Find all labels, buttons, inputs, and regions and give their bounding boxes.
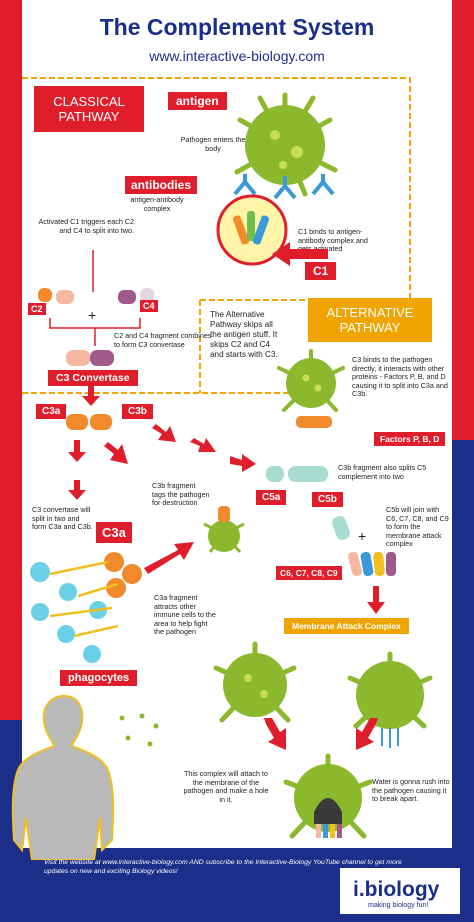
- c3-convertase-shape: [66, 348, 116, 368]
- mac-arrows: [258, 716, 388, 756]
- alternative-skip-note: The Alternative Pathway skips all the antigen stuff. It skips C2 and C4 and starts with C3.: [210, 310, 278, 359]
- c3-binds-note: C3 binds to the pathogen directly, it interacts with other proteins - Factors P, B, and D causing it to split into C3a and C3b.: [352, 355, 448, 399]
- pathogen-enters-note: Pathogen enters the body: [180, 135, 246, 153]
- alternative-pathway-label: ALTERNATIVE PATHWAY: [308, 298, 432, 342]
- c5-shape: [266, 462, 336, 486]
- footer-text: Visit the website at www.interactive-biology.com AND subscribe to the Interactive-Biology YouTube channel to get more updates on new and exciting Biology videos!: [44, 859, 402, 875]
- site-url: www.interactive-biology.com: [149, 48, 325, 64]
- c3-split-note: C3 convertase will split in two and form C3a and C3b.: [32, 505, 93, 532]
- brand-tagline: making biology fun!: [368, 902, 429, 909]
- c3-convertase-label: C3 Convertase: [48, 370, 138, 386]
- c3b-tags-note: C3b fragment tags the pathogen for destruction: [152, 481, 210, 508]
- c6-c9-shapes: [348, 548, 398, 588]
- c2-c4-combine-note: C2 and C4 fragment combines to form C3 convertase: [114, 331, 212, 349]
- c1-triggers-note: Activated C1 triggers each C2 and C4 to split into two.: [38, 217, 134, 235]
- antibodies-label: antibodies: [125, 176, 197, 194]
- down-arrow: [366, 586, 386, 616]
- classical-pathway-label: CLASSICAL PATHWAY: [34, 86, 144, 132]
- water-note: Water is gonna rush into the pathogen causing it to break apart.: [372, 777, 450, 804]
- c1-label: C1: [305, 262, 336, 280]
- brand-logo: i.biology: [353, 878, 440, 901]
- c3b-label: C3b: [122, 404, 153, 419]
- phagocytes-label: phagocytes: [60, 670, 137, 686]
- mac-label: Membrane Attack Complex: [284, 618, 409, 634]
- c3a-arrow: [140, 538, 200, 578]
- factors-label: Factors P, B, D: [374, 432, 445, 446]
- mac-pathogen-bottom: [280, 752, 376, 848]
- c3a-big-label: C3a: [96, 522, 132, 543]
- complex-attach-note: This complex will attach to the membrane of the pathogen and make a hole in it.: [183, 769, 269, 804]
- human-silhouette: [2, 690, 132, 860]
- page-title: The Complement System: [99, 14, 375, 40]
- plus-sign: +: [88, 307, 97, 323]
- c3-alt-shape: [296, 414, 336, 430]
- c3b-c5-note: C3b fragment also splits C5 complement into two: [338, 463, 427, 481]
- tagged-pathogen-icon: [200, 500, 248, 556]
- antigen-label: antigen: [168, 92, 227, 110]
- c5b-label: C5b: [312, 492, 343, 507]
- phagocyte-icons: [22, 556, 122, 666]
- c6-c9-label: C6, C7, C8, C9: [276, 566, 342, 580]
- c3a-label: C3a: [36, 404, 66, 419]
- c1-binds-note: C1 binds to antigen-antibody complex and gets activated: [298, 227, 368, 254]
- alt-pathogen-icon: [276, 348, 346, 418]
- c4-label: C4: [140, 300, 158, 312]
- plus-sign-2: +: [358, 528, 367, 544]
- c2-label: C2: [28, 303, 46, 315]
- c5b-join-note: C5b will join with C6, C7, C8, and C9 to form the membrane attack complex: [386, 505, 449, 549]
- c3a-attract-note: C3a fragment attracts other immune cells to the area to help fight the pathogen: [154, 593, 216, 637]
- c5b-shape: [330, 514, 360, 544]
- antigen-antibody-note: antigen-antibody complex: [130, 195, 184, 213]
- c5a-label: C5a: [256, 490, 286, 505]
